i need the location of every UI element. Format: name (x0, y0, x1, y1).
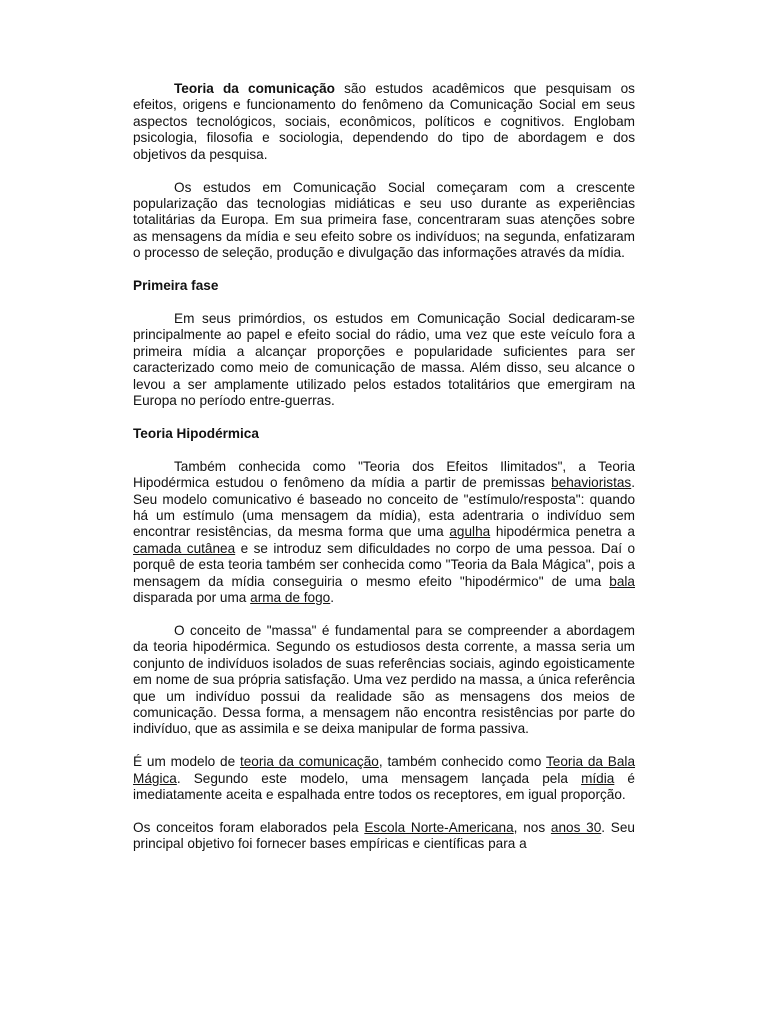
text-segment: e se introduz sem dificuldades no corpo de uma pessoa. Daí o porquê de esta teoria também ser conhecida como "Teoria da Bala Mágica", pois a mensagem da mídia conseguiria o mesmo efeito "hipodérmico" de uma (133, 540, 636, 589)
text-segment: Os conceitos foram elaborados pela (133, 820, 365, 836)
link-teoria-da-comunicacao[interactable]: teoria da comunicação (239, 754, 379, 770)
text-segment: , nos (513, 820, 551, 836)
link-midia[interactable]: mídia (581, 770, 615, 786)
hypodermic-paragraph (133, 459, 635, 607)
text-segment: , também conhecido como (378, 754, 546, 770)
mass-concept-paragraph: O conceito de "massa" é fundamental para se compreender a abordagem da teoria hipodérmica. Segundo os estudiosos desta corrente, a massa seria um conjunto de indivíduos isolados de suas referências sociais, agindo egoisticamente em nome de sua própria satisfação. Uma vez perdido na massa, a única referência que um indivíduo possui da realidade são as mensagens dos meios de comunicação. Dessa forma, a mensagem não encontra resistências por parte do indivíduo, que as assimila e se deixa manipular de forma passiva. (133, 622, 635, 737)
text-segment: disparada por uma (133, 590, 251, 606)
text-segment: . Seu principal objetivo foi fornecer bases empíricas e científicas para a (133, 820, 635, 852)
intro-bold-term: Teoria da comunicação (174, 81, 335, 96)
text-segment: É um modelo de (133, 754, 240, 770)
link-escola-norte-americana[interactable]: Escola Norte-Americana (364, 820, 514, 836)
text-segment: Também conhecida como "Teoria dos Efeitos Ilimitados", a Teoria Hipodérmica estudou o fenômeno da mídia a partir de premissas (133, 458, 635, 491)
heading-primeira-fase: Primeira fase (133, 278, 219, 294)
link-anos-30[interactable]: anos 30 (550, 820, 602, 836)
model-paragraph (133, 754, 635, 803)
text-segment: hipodérmica penetra a (490, 524, 635, 540)
link-bala[interactable]: bala (609, 573, 635, 589)
origins-paragraph: Os estudos em Comunicação Social começaram com a crescente popularização das tecnologias midiáticas e seu uso durante as experiências totalitárias da Europa. Em sua primeira fase, concentraram suas atenções sobre as mensagens da mídia e seu efeito sobre os indivíduos; na segunda, enfatizaram o processo de seleção, produção e divulgação das informações através da mídia. (133, 179, 635, 261)
link-teoria-da-bala-magica[interactable]: Teoria da Bala Mágica (133, 754, 636, 786)
intro-text: são estudos acadêmicos que pesquisam os efeitos, origens e funcionamento do fenômeno da Comunicação Social em seus aspectos tecnológicos, sociais, econômicos, políticos e cognitivos. Englobam psicologia, filosofia e sociologia, dependendo do tipo de abordagem e dos objetivos da pesquisa. (133, 81, 635, 162)
first-phase-paragraph: Em seus primórdios, os estudos em Comunicação Social dedicaram-se principalmente ao papel e efeito social do rádio, uma vez que este veículo fora a primeira mídia a alcançar proporções e popularidade suficientes para ser caracterizado como meio de comunicação de massa. Além disso, seu alcance o levou a ser amplamente utilizado pelos estados totalitários que emergiram na Europa no período entre-guerras. (133, 310, 635, 408)
text-segment: . Segundo este modelo, uma mensagem lançada pela (176, 770, 582, 786)
heading-teoria-hipodermica: Teoria Hipodérmica (133, 425, 259, 441)
link-arma-de-fogo[interactable]: arma de fogo (250, 590, 331, 606)
text-segment: . (330, 590, 335, 606)
link-camada-cutanea[interactable]: camada cutânea (133, 540, 236, 556)
concepts-paragraph (133, 820, 635, 853)
text-segment: é imediatamente aceita e espalhada entre todos os receptores, em igual proporção. (133, 770, 635, 803)
link-agulha[interactable]: agulha (449, 524, 491, 540)
text-segment: . Seu modelo comunicativo é baseado no conceito de "estímulo/resposta": quando há um estímulo (uma mensagem da mídia), esta adentraria o indivíduo sem encontrar resistências, da mesma forma que uma (133, 475, 635, 540)
intro-paragraph (133, 81, 635, 163)
link-behavioristas[interactable]: behavioristas (551, 475, 632, 491)
